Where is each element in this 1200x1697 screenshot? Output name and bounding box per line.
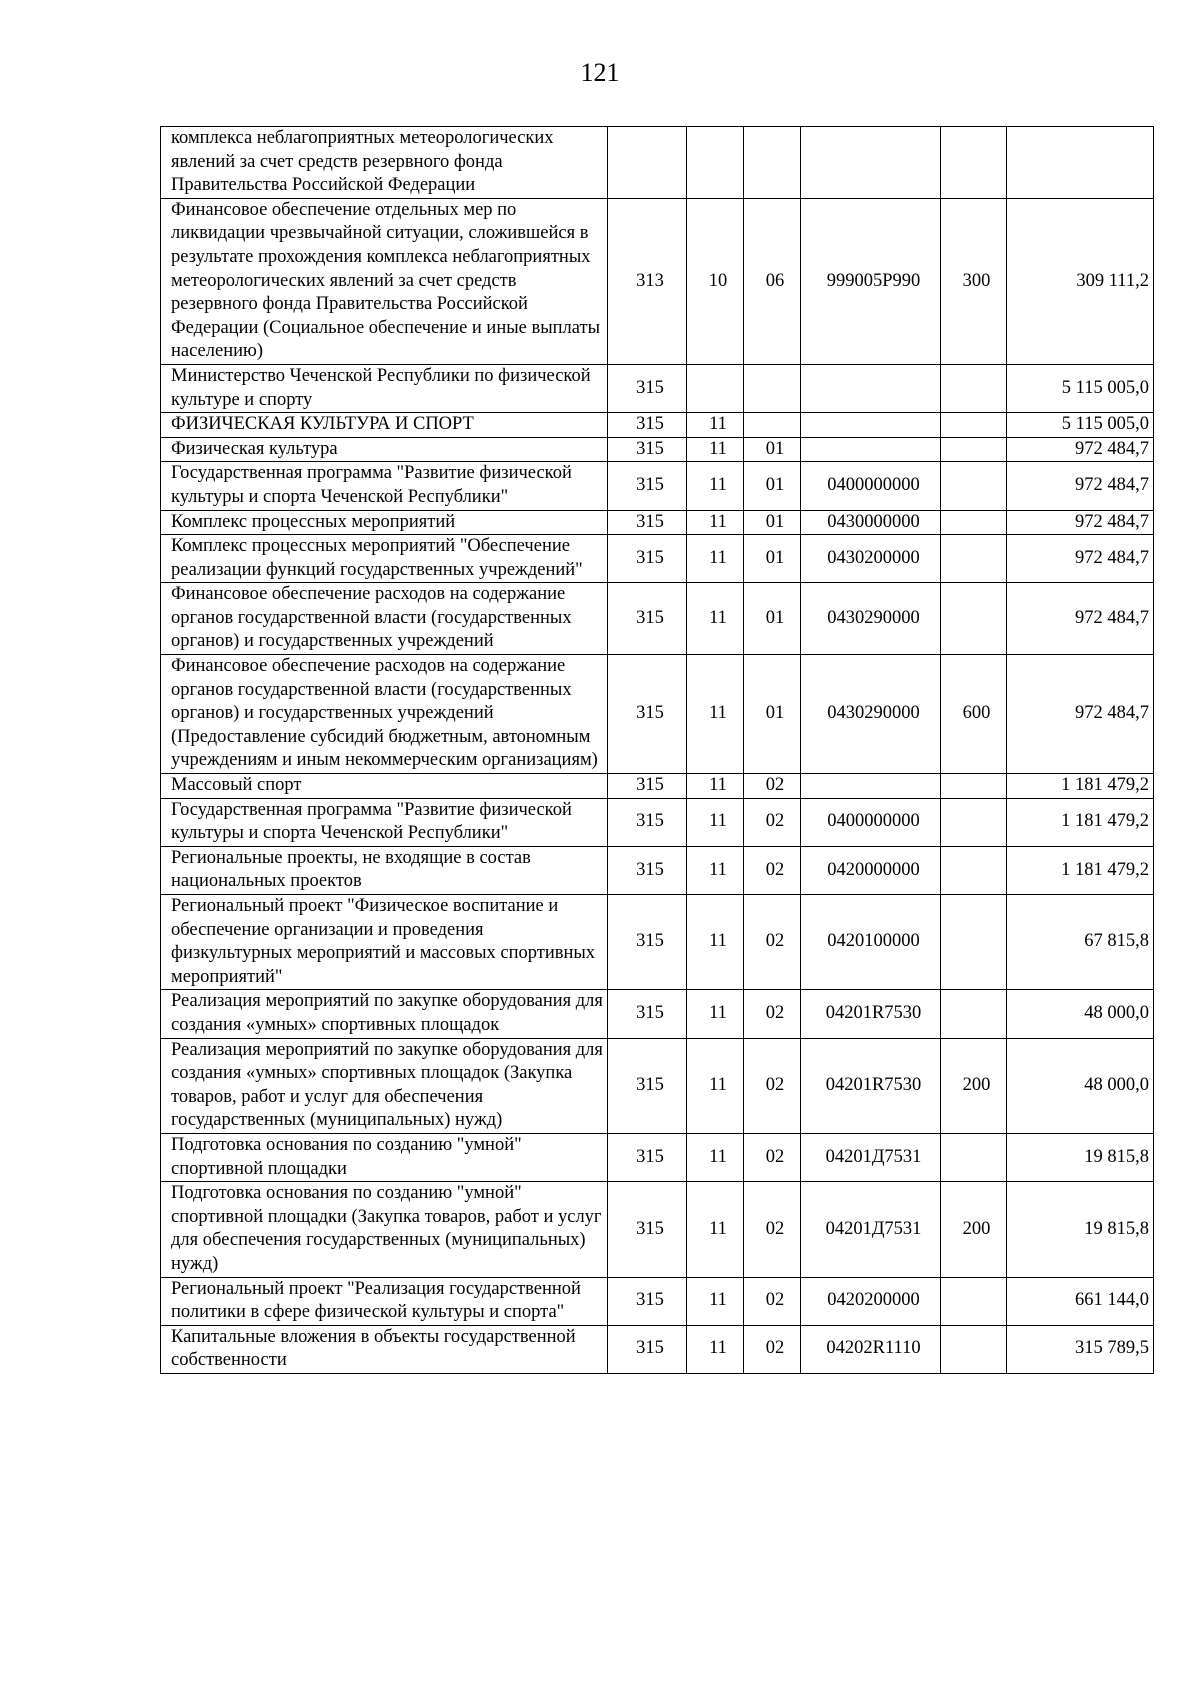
expense-type-cell (941, 1325, 1007, 1373)
budget-table (160, 126, 1154, 1374)
amount-cell: 972 484,7 (1007, 535, 1154, 583)
row-name-cell: Финансовое обеспечение отдельных мер по ликвидации чрезвычайной ситуации, сложившейся в результате прохождения комплекса неблагоприятных метеорологических явлений за счет средств резервного фонда Правительства Российской Федерации (Социальное обеспечение и иные выплаты населению) (161, 198, 608, 364)
target-article-cell: 04201R7530 (801, 1038, 941, 1133)
amount-cell: 5 115 005,0 (1007, 364, 1154, 412)
ministry-code-cell: 315 (608, 364, 687, 412)
table-row (161, 535, 1154, 583)
subsection-cell (744, 364, 801, 412)
table-row (161, 198, 1154, 364)
expense-type-cell (941, 437, 1007, 462)
expense-type-cell: 200 (941, 1038, 1007, 1133)
amount-cell: 48 000,0 (1007, 1038, 1154, 1133)
row-name-cell: Финансовое обеспечение расходов на содержание органов государственной власти (государственных органов) и государственных учреждений (Предоставление субсидий бюджетным, автономным учреждениям и иным некоммерческим организациям) (161, 655, 608, 774)
ministry-code-cell: 313 (608, 198, 687, 364)
ministry-code-cell: 315 (608, 846, 687, 894)
expense-type-cell (941, 462, 1007, 510)
subsection-cell: 02 (744, 1277, 801, 1325)
amount-cell: 19 815,8 (1007, 1133, 1154, 1181)
row-name-cell: Государственная программа "Развитие физической культуры и спорта Чеченской Республики" (161, 462, 608, 510)
row-name-cell: ФИЗИЧЕСКАЯ КУЛЬТУРА И СПОРТ (161, 413, 608, 438)
subsection-cell: 01 (744, 655, 801, 774)
target-article-cell: 04201Д7531 (801, 1133, 941, 1181)
ministry-code-cell: 315 (608, 583, 687, 655)
section-cell (687, 364, 744, 412)
row-name-cell: Реализация мероприятий по закупке оборудования для создания «умных» спортивных площадок (Закупка товаров, работ и услуг для обеспечения государственных (муниципальных) нужд) (161, 1038, 608, 1133)
target-article-cell: 0430290000 (801, 583, 941, 655)
expense-type-cell (941, 364, 1007, 412)
target-article-cell: 0420100000 (801, 895, 941, 990)
row-name-cell: Подготовка основания по созданию "умной" спортивной площадки (Закупка товаров, работ и услуг для обеспечения государственных (муниципальных) нужд) (161, 1182, 608, 1277)
subsection-cell: 01 (744, 510, 801, 535)
table-row (161, 1038, 1154, 1133)
amount-cell: 315 789,5 (1007, 1325, 1154, 1373)
amount-cell: 661 144,0 (1007, 1277, 1154, 1325)
ministry-code-cell: 315 (608, 413, 687, 438)
ministry-code-cell: 315 (608, 535, 687, 583)
table-row (161, 510, 1154, 535)
amount-cell: 1 181 479,2 (1007, 798, 1154, 846)
section-cell: 11 (687, 437, 744, 462)
table-row (161, 127, 1154, 199)
ministry-code-cell: 315 (608, 1325, 687, 1373)
target-article-cell: 04202R1110 (801, 1325, 941, 1373)
row-name-cell: Региональный проект "Физическое воспитание и обеспечение организации и проведения физкультурных мероприятий и массовых спортивных мероприятий" (161, 895, 608, 990)
row-name-cell: Реализация мероприятий по закупке оборудования для создания «умных» спортивных площадок (161, 990, 608, 1038)
expense-type-cell (941, 774, 1007, 799)
expense-type-cell (941, 798, 1007, 846)
target-article-cell: 0430000000 (801, 510, 941, 535)
ministry-code-cell: 315 (608, 774, 687, 799)
ministry-code-cell (608, 127, 687, 199)
expense-type-cell (941, 583, 1007, 655)
expense-type-cell (941, 535, 1007, 583)
amount-cell: 48 000,0 (1007, 990, 1154, 1038)
subsection-cell: 02 (744, 774, 801, 799)
section-cell: 11 (687, 1325, 744, 1373)
expense-type-cell (941, 990, 1007, 1038)
subsection-cell: 02 (744, 798, 801, 846)
expense-type-cell (941, 1133, 1007, 1181)
expense-type-cell (941, 127, 1007, 199)
table-row (161, 774, 1154, 799)
section-cell: 11 (687, 583, 744, 655)
ministry-code-cell: 315 (608, 655, 687, 774)
expense-type-cell (941, 895, 1007, 990)
table-row (161, 798, 1154, 846)
table-row (161, 895, 1154, 990)
amount-cell: 309 111,2 (1007, 198, 1154, 364)
ministry-code-cell: 315 (608, 437, 687, 462)
ministry-code-cell: 315 (608, 895, 687, 990)
table-row (161, 1133, 1154, 1181)
ministry-code-cell: 315 (608, 462, 687, 510)
amount-cell: 972 484,7 (1007, 462, 1154, 510)
section-cell: 11 (687, 1277, 744, 1325)
table-body (161, 127, 1154, 1374)
subsection-cell: 01 (744, 583, 801, 655)
table-row (161, 655, 1154, 774)
table-row (161, 437, 1154, 462)
row-name-cell: Массовый спорт (161, 774, 608, 799)
row-name-cell: Капитальные вложения в объекты государственной собственности (161, 1325, 608, 1373)
amount-cell: 972 484,7 (1007, 583, 1154, 655)
section-cell: 11 (687, 1133, 744, 1181)
subsection-cell: 02 (744, 846, 801, 894)
expense-type-cell (941, 1277, 1007, 1325)
ministry-code-cell: 315 (608, 990, 687, 1038)
amount-cell: 67 815,8 (1007, 895, 1154, 990)
row-name-cell: Финансовое обеспечение расходов на содержание органов государственной власти (государственных органов) и государственных учреждений (161, 583, 608, 655)
section-cell: 11 (687, 990, 744, 1038)
section-cell: 11 (687, 535, 744, 583)
target-article-cell: 0400000000 (801, 798, 941, 846)
subsection-cell: 01 (744, 462, 801, 510)
section-cell: 11 (687, 462, 744, 510)
section-cell: 10 (687, 198, 744, 364)
target-article-cell: 0400000000 (801, 462, 941, 510)
amount-cell: 1 181 479,2 (1007, 846, 1154, 894)
target-article-cell (801, 774, 941, 799)
subsection-cell: 02 (744, 1038, 801, 1133)
expense-type-cell (941, 510, 1007, 535)
table-row (161, 462, 1154, 510)
table-row (161, 413, 1154, 438)
target-article-cell: 04201Д7531 (801, 1182, 941, 1277)
row-name-cell: Региональный проект "Реализация государственной политики в сфере физической культуры и спорта" (161, 1277, 608, 1325)
amount-cell: 972 484,7 (1007, 510, 1154, 535)
table-row (161, 1182, 1154, 1277)
target-article-cell: 999005Р990 (801, 198, 941, 364)
table-row (161, 1325, 1154, 1373)
section-cell: 11 (687, 1182, 744, 1277)
row-name-cell: комплекса неблагоприятных метеорологических явлений за счет средств резервного фонда Правительства Российской Федерации (161, 127, 608, 199)
subsection-cell (744, 127, 801, 199)
section-cell: 11 (687, 798, 744, 846)
section-cell: 11 (687, 1038, 744, 1133)
target-article-cell (801, 364, 941, 412)
subsection-cell: 06 (744, 198, 801, 364)
target-article-cell (801, 413, 941, 438)
row-name-cell: Физическая культура (161, 437, 608, 462)
ministry-code-cell: 315 (608, 510, 687, 535)
subsection-cell: 02 (744, 990, 801, 1038)
table-row (161, 364, 1154, 412)
target-article-cell: 0430290000 (801, 655, 941, 774)
target-article-cell: 04201R7530 (801, 990, 941, 1038)
amount-cell: 1 181 479,2 (1007, 774, 1154, 799)
table-row (161, 1277, 1154, 1325)
expense-type-cell: 200 (941, 1182, 1007, 1277)
subsection-cell: 02 (744, 1325, 801, 1373)
section-cell: 11 (687, 846, 744, 894)
ministry-code-cell: 315 (608, 798, 687, 846)
expense-type-cell (941, 846, 1007, 894)
row-name-cell: Министерство Чеченской Республики по физической культуре и спорту (161, 364, 608, 412)
section-cell: 11 (687, 774, 744, 799)
amount-cell (1007, 127, 1154, 199)
subsection-cell (744, 413, 801, 438)
row-name-cell: Государственная программа "Развитие физической культуры и спорта Чеченской Республики" (161, 798, 608, 846)
target-article-cell: 0420200000 (801, 1277, 941, 1325)
amount-cell: 19 815,8 (1007, 1182, 1154, 1277)
table-row (161, 583, 1154, 655)
table-row (161, 990, 1154, 1038)
row-name-cell: Подготовка основания по созданию "умной" спортивной площадки (161, 1133, 608, 1181)
section-cell (687, 127, 744, 199)
ministry-code-cell: 315 (608, 1182, 687, 1277)
subsection-cell: 01 (744, 437, 801, 462)
table-row (161, 846, 1154, 894)
section-cell: 11 (687, 655, 744, 774)
target-article-cell: 0420000000 (801, 846, 941, 894)
expense-type-cell (941, 413, 1007, 438)
ministry-code-cell: 315 (608, 1133, 687, 1181)
subsection-cell: 02 (744, 1182, 801, 1277)
subsection-cell: 02 (744, 895, 801, 990)
row-name-cell: Комплекс процессных мероприятий (161, 510, 608, 535)
ministry-code-cell: 315 (608, 1277, 687, 1325)
expense-type-cell: 300 (941, 198, 1007, 364)
amount-cell: 972 484,7 (1007, 437, 1154, 462)
row-name-cell: Региональные проекты, не входящие в состав национальных проектов (161, 846, 608, 894)
page-number: 121 (580, 58, 620, 87)
subsection-cell: 01 (744, 535, 801, 583)
amount-cell: 972 484,7 (1007, 655, 1154, 774)
section-cell: 11 (687, 510, 744, 535)
section-cell: 11 (687, 413, 744, 438)
ministry-code-cell: 315 (608, 1038, 687, 1133)
target-article-cell (801, 127, 941, 199)
amount-cell: 5 115 005,0 (1007, 413, 1154, 438)
subsection-cell: 02 (744, 1133, 801, 1181)
section-cell: 11 (687, 895, 744, 990)
row-name-cell: Комплекс процессных мероприятий "Обеспечение реализации функций государственных учреждений" (161, 535, 608, 583)
target-article-cell: 0430200000 (801, 535, 941, 583)
expense-type-cell: 600 (941, 655, 1007, 774)
target-article-cell (801, 437, 941, 462)
